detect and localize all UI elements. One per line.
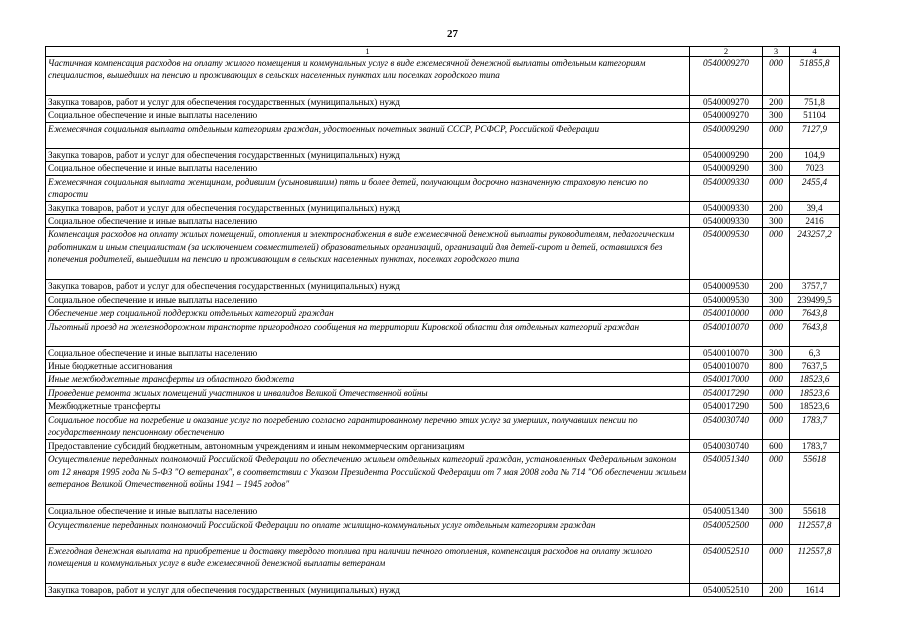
table-row [46,215,840,228]
row-type-cell: 300 [763,293,790,306]
row-amount-cell: 1783,7 [790,439,840,452]
row-type-cell: 000 [763,373,790,386]
row-code-cell: 0540009530 [690,228,763,280]
row-amount-cell: 55618 [790,505,840,518]
row-amount-cell: 7643,8 [790,320,840,346]
row-amount-cell: 55618 [790,453,840,505]
row-code-cell: 0540009330 [690,215,763,228]
row-name-cell: Межбюджетные трансферты [46,400,690,413]
row-code-cell: 0540009270 [690,57,763,96]
row-amount-cell: 7023 [790,162,840,175]
row-amount-cell: 112557,8 [790,518,840,544]
row-name-cell: Частичная компенсация расходов на оплату жилого помещения и коммунальных услуг в виде ежемесячной денежной выплаты отдельным категориям специалистов, вышедших на пенсию и проживающих в сельских населенных пунктах или поселках городского типа [46,57,690,96]
row-amount-cell: 18523,6 [790,400,840,413]
table-row [46,373,840,386]
row-name-cell: Закупка товаров, работ и услуг для обеспечения государственных (муниципальных) нужд [46,280,690,293]
row-amount-cell: 7637,5 [790,360,840,373]
row-name-cell: Ежегодная денежная выплата на приобретение и доставку твердого топлива при наличии печного отопления, компенсация расходов на оплату жилого помещения и коммунальных услуг в виде ежемесячной денежной выплаты ветеранам [46,544,690,583]
row-amount-cell: 751,8 [790,96,840,109]
table-row [46,518,840,544]
row-type-cell: 000 [763,57,790,96]
row-name-cell: Осуществление переданных полномочий Российской Федерации по обеспечению жильем отдельных категорий граждан, установленных Федеральным законом от 12 января 1995 года № 5-ФЗ "О ветеранах", в соответствии с Указом Президента Российской Федерации от 7 мая 2008 года № 714 "Об обеспечении жильем ветеранов Великой Отечественной войны 1941 – 1945 годов" [46,453,690,505]
table-row [46,175,840,201]
row-code-cell: 0540010070 [690,360,763,373]
row-code-cell: 0540051340 [690,453,763,505]
row-name-cell: Социальное пособие на погребение и оказание услуг по погребению согласно гарантированному перечню этих услуг за умерших, получавших пенсии по государственному пенсионному обеспечению [46,413,690,439]
row-name-cell: Социальное обеспечение и иные выплаты населению [46,346,690,359]
column-header-code: 2 [690,47,763,57]
row-code-cell: 0540009330 [690,175,763,201]
row-name-cell: Закупка товаров, работ и услуг для обеспечения государственных (муниципальных) нужд [46,148,690,161]
row-code-cell: 0540009270 [690,96,763,109]
row-code-cell: 0540030740 [690,413,763,439]
row-amount-cell: 51855,8 [790,57,840,96]
table-row [46,583,840,596]
table-row [46,439,840,452]
row-code-cell: 0540017000 [690,373,763,386]
table-row [46,320,840,346]
table-row [46,201,840,214]
row-amount-cell: 3757,7 [790,280,840,293]
row-type-cell: 300 [763,109,790,122]
row-name-cell: Иные межбюджетные трансферты из областного бюджета [46,373,690,386]
row-amount-cell: 104,9 [790,148,840,161]
row-type-cell: 800 [763,360,790,373]
row-type-cell: 300 [763,215,790,228]
table-row [46,96,840,109]
table-row [46,505,840,518]
row-type-cell: 500 [763,400,790,413]
row-code-cell: 0540009290 [690,148,763,161]
column-header-type: 3 [763,47,790,57]
row-name-cell: Социальное обеспечение и иные выплаты населению [46,293,690,306]
row-code-cell: 0540052510 [690,544,763,583]
row-name-cell: Социальное обеспечение и иные выплаты населению [46,215,690,228]
row-amount-cell: 51104 [790,109,840,122]
table-row [46,360,840,373]
column-header-amount: 4 [790,47,840,57]
row-code-cell: 0540017290 [690,400,763,413]
row-code-cell: 0540009330 [690,201,763,214]
table-row [46,57,840,96]
row-amount-cell: 239499,5 [790,293,840,306]
table-row [46,122,840,148]
table-row [46,280,840,293]
row-type-cell: 000 [763,175,790,201]
row-code-cell: 0540010070 [690,320,763,346]
row-code-cell: 0540009290 [690,162,763,175]
row-type-cell: 200 [763,201,790,214]
column-header-name: 1 [46,47,690,57]
row-name-cell: Льготный проезд на железнодорожном транспорте пригородного сообщения на территории Кировской области для отдельных категорий граждан [46,320,690,346]
table-row [46,162,840,175]
row-name-cell: Закупка товаров, работ и услуг для обеспечения государственных (муниципальных) нужд [46,96,690,109]
table-row [46,544,840,583]
row-type-cell: 000 [763,413,790,439]
row-name-cell: Проведение ремонта жилых помещений участников и инвалидов Великой Отечественной войны [46,386,690,399]
row-amount-cell: 6,3 [790,346,840,359]
row-type-cell: 300 [763,505,790,518]
row-name-cell: Предоставление субсидий бюджетным, автономным учреждениям и иным некоммерческим организациям [46,439,690,452]
table-row [46,307,840,320]
row-amount-cell: 112557,8 [790,544,840,583]
row-amount-cell: 1614 [790,583,840,596]
table-row [46,346,840,359]
row-type-cell: 200 [763,96,790,109]
row-type-cell: 300 [763,346,790,359]
row-name-cell: Социальное обеспечение и иные выплаты населению [46,162,690,175]
row-name-cell: Закупка товаров, работ и услуг для обеспечения государственных (муниципальных) нужд [46,583,690,596]
row-name-cell: Осуществление переданных полномочий Российской Федерации по оплате жилищно-коммунальных услуг отдельным категориям граждан [46,518,690,544]
row-name-cell: Обеспечение мер социальной поддержки отдельных категорий граждан [46,307,690,320]
row-code-cell: 0540030740 [690,439,763,452]
row-amount-cell: 1783,7 [790,413,840,439]
row-code-cell: 0540017290 [690,386,763,399]
table-row [46,453,840,505]
budget-table [45,46,840,597]
row-name-cell: Иные бюджетные ассигнования [46,360,690,373]
row-amount-cell: 39,4 [790,201,840,214]
row-type-cell: 000 [763,307,790,320]
row-type-cell: 200 [763,148,790,161]
row-type-cell: 200 [763,280,790,293]
row-name-cell: Компенсация расходов на оплату жилых помещений, отопления и электроснабжения в виде ежемесячной денежной выплаты руководителям, педагогическим работникам и иным специалистам (за исключением совместителей) образовательных организаций, организаций для детей-сирот и детей, оставшихся без попечения родителей, вышедшим на пенсию и проживающим в сельских населенных пунктах, поселках городского типа [46,228,690,280]
row-name-cell: Закупка товаров, работ и услуг для обеспечения государственных (муниципальных) нужд [46,201,690,214]
table-row [46,109,840,122]
row-code-cell: 0540009290 [690,122,763,148]
row-amount-cell: 7643,8 [790,307,840,320]
table-row [46,293,840,306]
table-header-row [46,47,840,57]
table-row [46,400,840,413]
row-amount-cell: 2416 [790,215,840,228]
table-row [46,148,840,161]
table-row [46,413,840,439]
row-code-cell: 0540010000 [690,307,763,320]
row-type-cell: 000 [763,386,790,399]
table-row [46,386,840,399]
row-code-cell: 0540051340 [690,505,763,518]
row-name-cell: Ежемесячная социальная выплата отдельным категориям граждан, удостоенных почетных званий СССР, РСФСР, Российской Федерации [46,122,690,148]
row-amount-cell: 2455,4 [790,175,840,201]
row-type-cell: 000 [763,228,790,280]
row-amount-cell: 18523,6 [790,373,840,386]
page-number: 27 [447,28,458,40]
row-code-cell: 0540010070 [690,346,763,359]
row-code-cell: 0540052500 [690,518,763,544]
row-type-cell: 200 [763,583,790,596]
row-type-cell: 000 [763,544,790,583]
row-type-cell: 000 [763,320,790,346]
row-code-cell: 0540052510 [690,583,763,596]
row-name-cell: Социальное обеспечение и иные выплаты населению [46,505,690,518]
row-type-cell: 000 [763,122,790,148]
row-code-cell: 0540009270 [690,109,763,122]
row-type-cell: 300 [763,162,790,175]
row-name-cell: Ежемесячная социальная выплата женщинам, родившим (усыновившим) пять и более детей, получающим досрочно назначенную страховую пенсию по старости [46,175,690,201]
row-code-cell: 0540009530 [690,280,763,293]
row-amount-cell: 243257,2 [790,228,840,280]
table-row [46,228,840,280]
row-code-cell: 0540009530 [690,293,763,306]
row-type-cell: 000 [763,453,790,505]
row-type-cell: 600 [763,439,790,452]
row-amount-cell: 18523,6 [790,386,840,399]
row-amount-cell: 7127,9 [790,122,840,148]
row-name-cell: Социальное обеспечение и иные выплаты населению [46,109,690,122]
row-type-cell: 000 [763,518,790,544]
